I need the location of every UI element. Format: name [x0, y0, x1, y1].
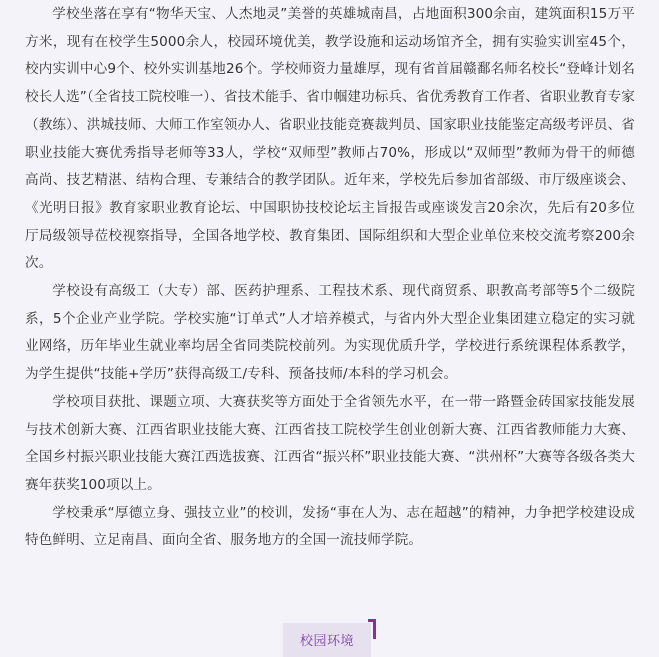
corner-bracket-decoration — [368, 619, 376, 639]
paragraph-achievements: 学校项目获批、课题立项、大赛获奖等方面处于全省领先水平，在一带一路暨金砖国家技能发展与技术创新大赛、江西省职业技能大赛、江西省技工院校学生创业创新大赛、江西省教师能力大赛、全国乡村振兴职业技能大赛江西选拔赛、江西省“振兴杯”职业技能大赛、“洪州杯”大赛等各级各类大赛年获奖100项以上。 — [25, 393, 635, 493]
paragraph-intro: 学校坐落在享有“物华天宝、人杰地灵”美誉的英雄城南昌，占地面积300余亩，建筑面积15万平方米，现有在校学生5000余人，校园环境优美，教学设施和运动场馆齐全，拥有实验实训室45个，校内实训中心9个、校外实训基地26个。学校师资力量雄厚，现有省首届赣鄱名师名校长“登峰计划名校长人选”（全省技工院校唯一）、省技术能手、省巾帼建功标兵、省优秀教育工作者、省职业教育专家（教练）、洪城技师、大师工作室领办人、省职业技能竞赛裁判员、国家职业技能鉴定高级考评员、省职业技能大赛优秀指导老师等33人，学校“双师型”教师占70%，形成以“双师型”教师为骨干的师德高尚、技艺精湛、结构合理、专兼结合的教学团队。近年来，学校先后参加省部级、市厅级座谈会、《光明日报》教育家职业教育论坛、中国职协技校论坛主旨报告或座谈发言20余次，先后有20多位厅局级领导莅校视察指导，全国各地学校、教育集团、国际组织和大型企业单位来校交流考察200余次。 — [25, 6, 635, 272]
article-body — [25, 1, 635, 555]
section-heading-campus — [283, 619, 376, 657]
paragraph-motto: 学校秉承“厚德立身、强技立业”的校训，发扬“事在人为、志在超越”的精神，力争把学校建设成特色鲜明、立足南昌、面向全省、服务地方的全国一流技师学院。 — [25, 504, 635, 549]
section-heading-text: 校园环境 — [299, 634, 354, 649]
paragraph-departments: 学校设有高级工（大专）部、医药护理系、工程技术系、现代商贸系、职教高考部等5个二级院系，5个企业产业学院。学校实施“订单式”人才培养模式，与省内外大型企业集团建立稳定的实习就业网络，历年毕业生就业率均居全省同类院校前列。为实现优质升学，学校进行系统课程体系教学，为学生提供“技能+学历”获得高级工/专科、预备技师/本科的学习机会。 — [25, 283, 635, 383]
